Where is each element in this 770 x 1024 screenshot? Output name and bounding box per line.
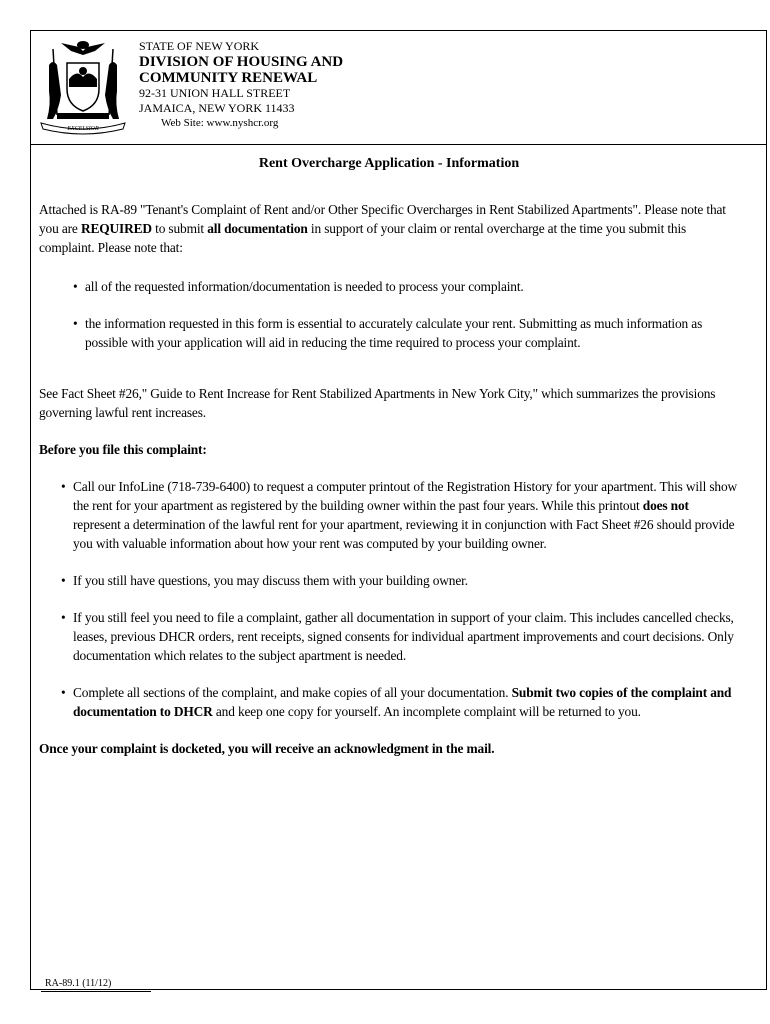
agency-header [139,39,343,130]
website-line: Web Site: www.nyshcr.org [161,117,279,129]
division-name-line2: COMMUNITY RENEWAL [139,70,318,86]
step-item: • If you still feel you need to file a complaint, gather all documentation in support of your claim. This includes cancelled checks, leases, previous DHCR orders, rent receipts, signed consents for individual apartment improvements and court decisions. Only documentation which relates to the subject apartment is needed. [61,610,734,663]
page-title: Rent Overcharge Application - Information [258,156,520,171]
note-item: • the information requested in this form is essential to accurately calculate your rent. Submitting as much information as possible with your application will aid in reducing the time required to process your complaint. [73,316,703,350]
fact-sheet-paragraph: See Fact Sheet #26," Guide to Rent Increase for Rent Stabilized Apartments in New York City," which summarizes the provisions governing lawful rent increases. [39,386,716,420]
bullet-icon: • [61,685,66,700]
bullet-icon: • [73,316,78,331]
step-item: • Complete all sections of the complaint, and make copies of all your documentation. Submit two copies of the complaint and documentation to DHCR and keep one copy for yourself. An incomplete complaint will be returned to you. [61,685,732,719]
before-filing-heading: Before you file this complaint: [39,442,207,457]
bullet-icon: • [61,610,66,625]
address-line2: JAMAICA, NEW YORK 11433 [139,101,295,115]
bullet-icon: • [61,573,66,588]
document-frame [30,30,767,990]
header-divider [31,144,766,145]
step-item: • Call our InfoLine (718-739-6400) to request a computer printout of the Registration History for your apartment. This will show the rent for your apartment as registered by the building owner within the past four years. While this printout does not represent a determination of the lawful rent for your apartment, reviewing it in conjunction with Fact Sheet #26 should provide you with valuable information about how your rent was computed by your building owner. [61,479,738,551]
seal-motto: EXCELSIOR [67,126,99,132]
form-number-underline [41,991,151,992]
division-name-line1: DIVISION OF HOUSING AND [139,54,344,70]
intro-paragraph: Attached is RA-89 "Tenant's Complaint of Rent and/or Other Specific Overcharges in Rent Stabilized Apartments". Please note that you are REQUIRED to submit all documentation in support of your claim or rental overcharge at the time you submit this complaint. Please note that: [39,202,726,255]
new-york-state-seal [35,35,131,135]
document-body [39,156,739,758]
address-line1: 92-31 UNION HALL STREET [139,86,291,100]
state-name: STATE OF NEW YORK [139,39,260,53]
bullet-icon: • [61,479,66,494]
note-item: • all of the requested information/documentation is needed to process your complaint. [73,279,524,294]
form-number: RA-89.1 (11/12) [45,978,112,989]
step-item: • If you still have questions, you may discuss them with your building owner. [61,573,468,588]
bullet-icon: • [73,279,78,294]
closing-statement: Once your complaint is docketed, you will receive an acknowledgment in the mail. [39,741,495,756]
